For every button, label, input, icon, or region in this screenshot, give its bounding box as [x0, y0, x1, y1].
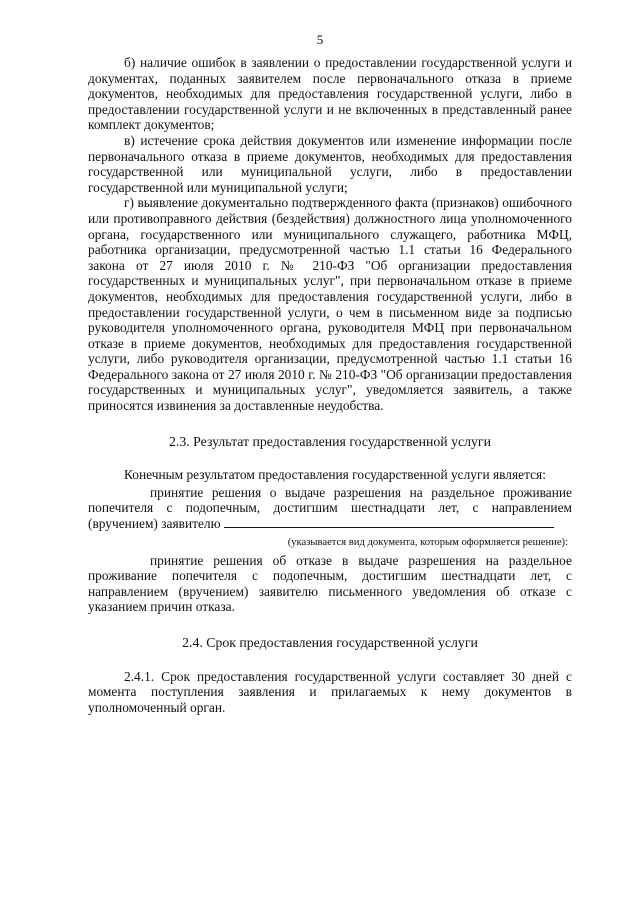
- paragraph-b: б) наличие ошибок в заявлении о предоставлении государственной услуги и документах, поданных заявителем после первоначального отказа в приеме документов, необходимых для предоставления государственной услуги, либо в предоставлении государственной услуги и не включенных в представленный ранее комплект документов;: [88, 55, 572, 133]
- result-intro: Конечным результатом предоставления государственной услуги является:: [124, 467, 546, 483]
- page-number: 5: [316, 32, 324, 47]
- paragraph-v: в) истечение срока действия документов или изменение информации после первоначального отказа в приеме документов, необходимых для предоставления государственной или муниципальной услуги, либо в предоставлении государственной или муниципальной услуги;: [88, 132, 572, 195]
- document-type-blank-line: [224, 516, 554, 528]
- decision-caption: (указывается вид документа, которым оформляется решение):: [287, 536, 568, 548]
- term-paragraph: 2.4.1. Срок предоставления государственной услуги составляет 30 дней с момента поступления заявления и прилагаемых к нему документов в уполномоченный орган.: [88, 668, 572, 715]
- paragraph-g: г) выявление документально подтвержденного факта (признаков) ошибочного или противоправного действия (бездействия) должностного лица уполномоченного органа, государственного или муниципального служащего, работника МФЦ, работника организации, предусмотренной частью 1.1 статьи 16 Федерального закона от 27 июля 2010 г. № 210-ФЗ "Об организации предоставления государственных и муниципальных услуг", при первоначальном отказе в приеме документов, необходимых для предоставления государственной услуги, либо в предоставлении государственной услуги, о чем в письменном виде за подписью руководителя уполномоченного органа, руководителя МФЦ при первоначальном отказе в приеме документов, необходимых для предоставления государственной услуги, либо руководителя организации, предусмотренной частью 1.1 статьи 16 Федерального закона от 27 июля 2010 г. № 210-ФЗ "Об организации предоставления государственных и муниципальных услуг", уведомляется заявитель, а также приносятся извинения за доставленные неудобства.: [88, 195, 572, 414]
- decision-permit: [88, 485, 572, 532]
- decision-refusal: принятие решения об отказе в выдаче разрешения на раздельное проживание попечителя с подопечным, достигшим шестнадцати лет, с направлением (вручением) заявителю письменного уведомления об отказе с указанием причин отказа.: [88, 552, 572, 615]
- document-body: [88, 55, 572, 715]
- section-heading-2-3: 2.3. Результат предоставления государственной услуги: [169, 433, 491, 449]
- section-heading-2-4: 2.4. Срок предоставления государственной услуги: [182, 635, 478, 650]
- decision-permit-text: принятие решения о выдаче разрешения на раздельное проживание попечителя с подопечным, достигшим шестнадцати лет, с направлением (вручением) заявителю: [88, 484, 572, 532]
